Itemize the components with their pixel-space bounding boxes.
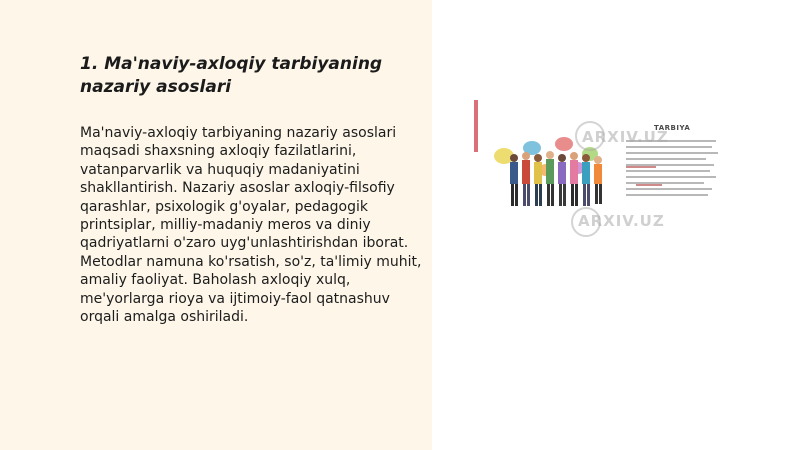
book-title-text: TARBIYA bbox=[654, 124, 691, 132]
watermark-bottom: ARXIV.UZ bbox=[578, 212, 665, 230]
watermark-top: ARXIV.UZ bbox=[582, 128, 669, 146]
illustration-image bbox=[486, 118, 726, 244]
slide-title: 1. Ma'naviy-axloqiy tarbiyaning nazariy asoslari bbox=[80, 54, 383, 97]
slide-body-text: Ma'naviy-axloqiy tarbiyaning nazariy asoslari maqsadi shaxsning axloqiy fazilatlarini, vatanparvarlik va huquqiy madaniyatini shakllantirish. Nazariy asoslar axloqiy-filsofiy qarashlar, psixologik g'oyalar, pedagogik printsiplar, milliy-madaniy meros va diniy qadriyatlarni o'zaro uyg'unlashtirishdan iborat. Metodlar namuna ko'rsatish, so'z, ta'limiy muhit, amaliy faoliyat. Baholash axloqiy xulq, me'yorlarga rioya va ijtimoiy-faol qatnashuv orqali amalga oshiriladi. bbox=[80, 125, 422, 326]
accent-bar bbox=[474, 100, 478, 152]
